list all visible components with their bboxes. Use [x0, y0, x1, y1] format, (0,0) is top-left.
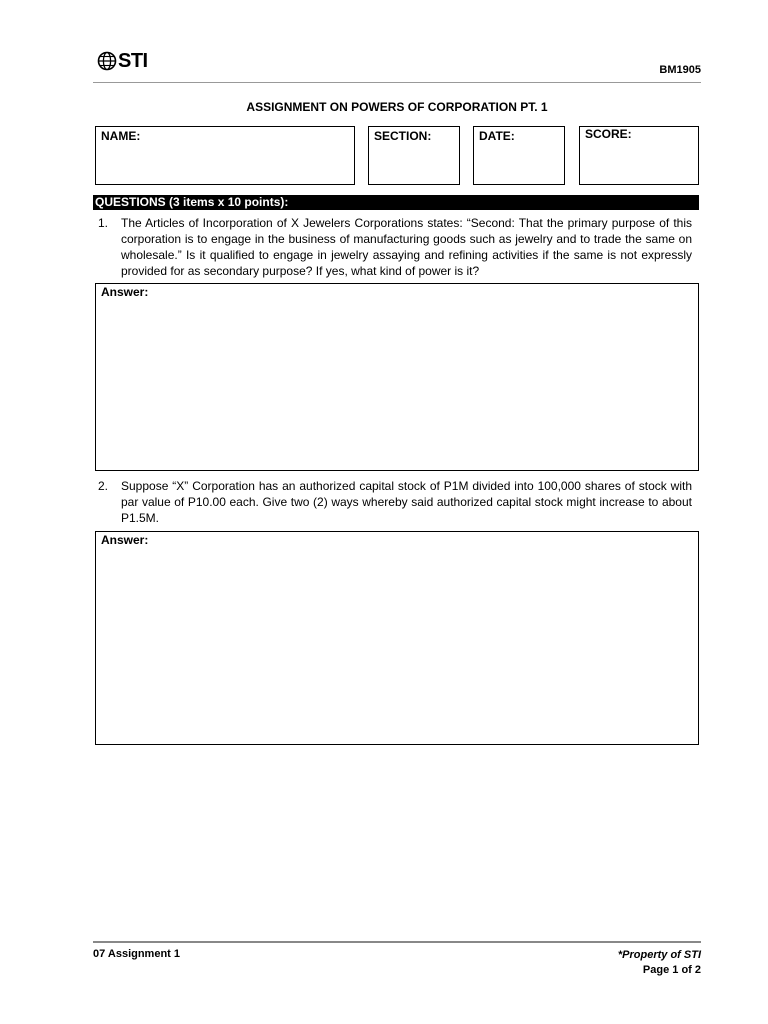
footer-module: 07 Assignment 1 [93, 948, 181, 960]
score-label: SCORE: [585, 127, 632, 141]
question-2 [98, 478, 692, 526]
property-note: *Property of STI [617, 949, 701, 961]
document-code: BM1905 [659, 64, 701, 76]
answer-box-1[interactable] [95, 283, 699, 471]
name-label: NAME: [101, 129, 141, 143]
header-divider [93, 82, 701, 83]
name-box[interactable] [95, 126, 355, 185]
date-label: DATE: [479, 129, 515, 143]
footer-info [618, 948, 701, 978]
question-text: The Articles of Incorporation of X Jewelers Corporations states: “Second: That the primary purpose of this corporation is to engage in the business of manufacturing goods such as jewelry and to trade the same on wholesale.” Is it qualified to engage in jewelry assaying and refining activities if the same is not expressly provided for as secondary purpose? If yes, what kind of power is it? [121, 216, 692, 278]
section-box[interactable] [368, 126, 460, 185]
question-number: 1. [98, 216, 109, 230]
footer-divider [93, 941, 701, 943]
answer-label: Answer: [101, 533, 149, 547]
questions-header: QUESTIONS (3 items x 10 points): [93, 195, 699, 210]
sti-logo [97, 50, 157, 72]
date-box[interactable] [473, 126, 565, 185]
answer-box-2[interactable] [95, 531, 699, 745]
score-box[interactable] [579, 126, 699, 185]
page-number: Page 1 of 2 [642, 964, 701, 976]
section-label: SECTION: [374, 129, 432, 143]
globe-logo-icon [97, 51, 117, 71]
page-title: ASSIGNMENT ON POWERS OF CORPORATION PT. 1 [246, 100, 548, 114]
question-1 [98, 215, 692, 279]
answer-label: Answer: [101, 285, 149, 299]
logo-text: STI [118, 50, 148, 72]
question-text: Suppose “X” Corporation has an authorized capital stock of P1M divided into 100,000 shares of stock with par value of P10.00 each. Give two (2) ways whereby said authorized capital stock might increase to about P1.5M. [121, 479, 692, 525]
question-number: 2. [98, 479, 109, 493]
